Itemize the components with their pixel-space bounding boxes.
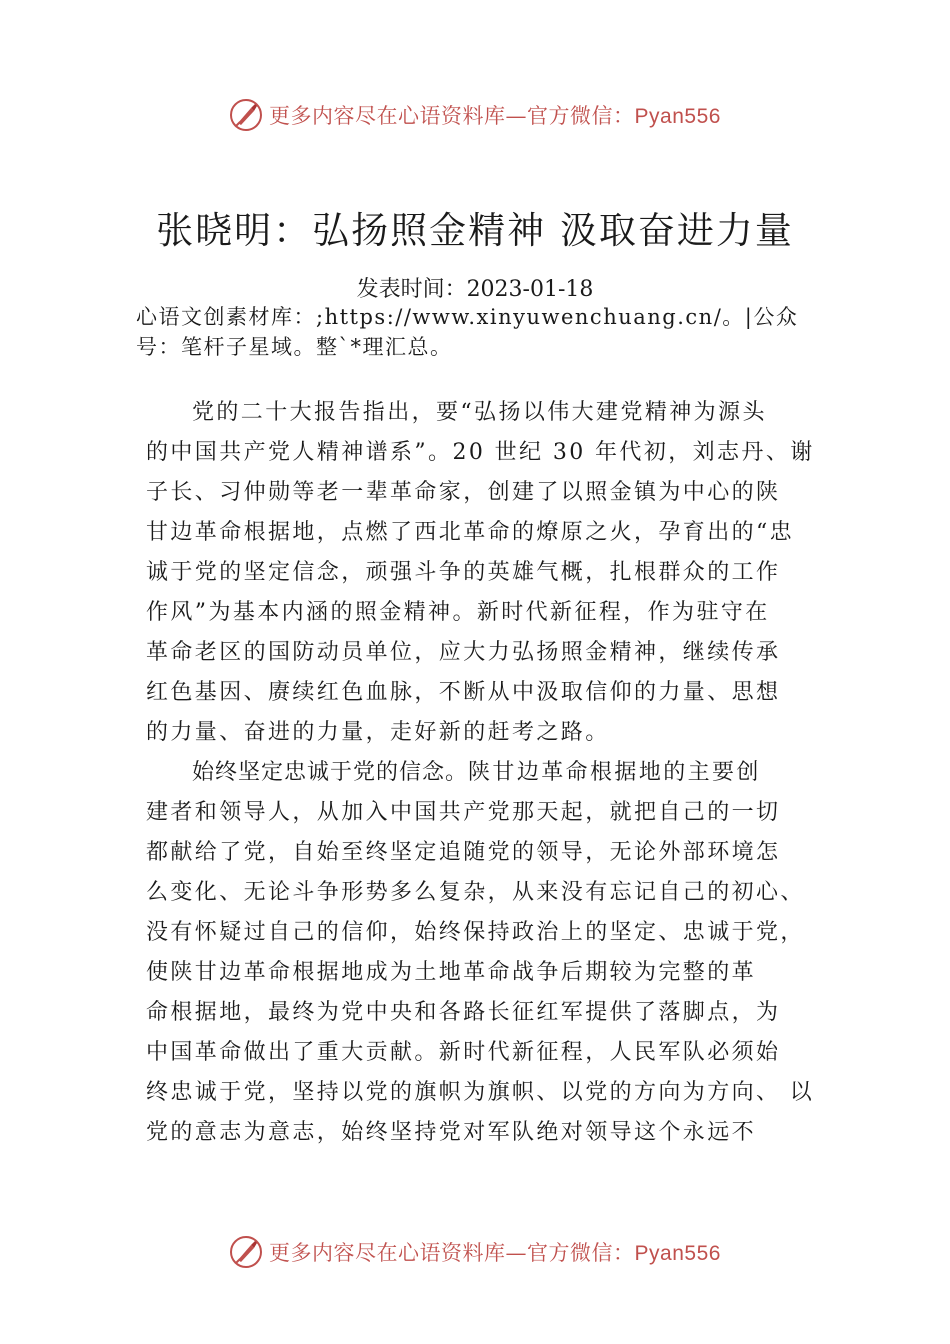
footer-banner [0,1232,950,1272]
text-line: 诚于党的坚定信念，顽强斗争的英雄气概，扎根群众的工作 [146,560,781,585]
source-note [136,302,836,362]
text-line: 党的意志为意志，始终坚持党对军队绝对领导这个永远不 [146,1120,757,1145]
pen-nib-logo-icon [229,98,263,132]
text-line: 革命老区的国防动员单位，应大力弘扬照金精神，继续传承 [146,640,781,665]
text-line: 中国革命做出了重大贡献。新时代新征程，人民军队必须始 [146,1040,781,1065]
paragraph-1 [146,393,816,753]
article-title: 张晓明：弘扬照金精神 汲取奋进力量 [156,209,794,252]
header-banner-text: 更多内容尽在心语资料库—官方微信：Pyan556 [269,104,721,128]
footer-banner-text: 更多内容尽在心语资料库—官方微信：Pyan556 [269,1241,721,1265]
pen-nib-logo-icon [229,1235,263,1269]
text-line: 党的二十大报告指出，要“弘扬以伟大建党精神为源头 [192,400,767,425]
text-line: 命根据地，最终为党中央和各路长征红军提供了落脚点，为 [146,1000,781,1025]
text-line: 红色基因、赓续红色血脉，不断从中汲取信仰的力量、思想 [146,680,781,705]
text-line: 的力量、奋进的力量，走好新的赶考之路。 [146,720,610,745]
text-line: 作风”为基本内涵的照金精神。新时代新征程，作为驻守在 [146,600,770,625]
text-line: 都献给了党，自始至终坚定追随党的领导，无论外部环境怎 [146,840,781,865]
text-line: 甘边革命根据地，点燃了西北革命的燎原之火，孕育出的“忠 [146,520,795,545]
publish-date: 发表时间：2023-01-18 [356,277,594,302]
paragraph-lead: 始终坚定忠诚于党的信念。 [192,759,469,784]
text-line: 的中国共产党人精神谱系”。20 世纪 30 年代初，刘志丹、谢 [146,440,815,465]
text-line: 使陕甘边革命根据地成为土地革命战争后期较为完整的革 [146,960,757,985]
source-line: 号：笔杆子星域。整`*理汇总。 [136,335,453,359]
text-line: 没有怀疑过自己的信仰，始终保持政治上的坚定、忠诚于党， [146,920,805,945]
text-line: 终忠诚于党，坚持以党的旗帜为旗帜、以党的方向为方向、 以 [146,1080,815,1105]
text-line: 子长、习仲勋等老一辈革命家，创建了以照金镇为中心的陕 [146,480,781,505]
text-line: 么变化、无论斗争形势多么复杂，从来没有忘记自己的初心、 [146,880,805,905]
header-banner [0,95,950,135]
paragraph-2 [146,752,816,1153]
source-line: 心语文创素材库：;https://www.xinyuwenchuang.cn/。|公众 [136,305,799,329]
text-line: 始终坚定忠诚于党的信念。陕甘边革命根据地的主要创 [192,759,761,785]
text-line: 建者和领导人，从加入中国共产党那天起，就把自己的一切 [146,800,781,825]
